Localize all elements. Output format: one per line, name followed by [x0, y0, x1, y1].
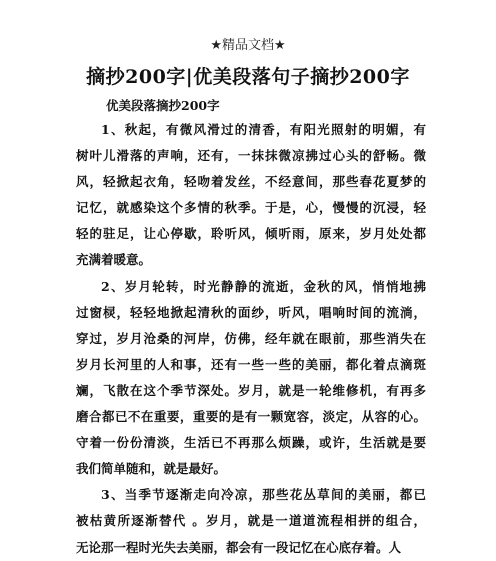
paragraph-line: 充满着暖意。: [76, 252, 152, 268]
paragraph-line: 斓，飞散在这个季节深处。岁月，就是一轮维修机，有再多: [76, 382, 426, 398]
document-banner: ★精品文档★: [210, 38, 286, 53]
paragraph-line: 2、岁月轮转，时光静静的流逝，金秋的风，悄悄地拂: [101, 278, 426, 294]
article-body: [76, 117, 426, 561]
paragraph-line: 树叶儿滑落的声响，还有，一抹抹微凉拂过心头的舒畅。微: [76, 148, 426, 164]
article-paragraph-3: [76, 482, 426, 560]
paragraph-line: 1、秋起，有微风滑过的清香，有阳光照射的明媚，有: [101, 122, 426, 137]
paragraph-line: 轻的驻足，让心停歇，聆听风，倾听雨，原来，岁月处处都: [76, 226, 426, 242]
paragraph-line: 岁月长河里的人和事，还有一些一些的美丽，都化着点滴斑: [76, 356, 426, 372]
paragraph-line: 过窗棂，轻轻地掀起清秋的面纱，听风，唱响时间的流淌，: [76, 304, 426, 320]
paragraph-line: 穿过，岁月沧桑的河岸，仿佛，经年就在眼前，那些消失在: [76, 330, 426, 346]
paragraph-line: 风，轻掀起衣角，轻吻着发丝，不经意间，那些春花夏梦的: [76, 174, 426, 190]
article-paragraph-2: [76, 274, 426, 483]
page-title: 摘抄200字|优美段落句子摘抄200字: [86, 66, 410, 88]
section-subtitle: 优美段落摘抄200字: [106, 98, 220, 113]
paragraph-line: 我们简单随和，就是最好。: [76, 461, 227, 477]
paragraph-line: 记忆，就感染这个多情的秋季。于是，心，慢慢的沉浸，轻: [76, 200, 426, 216]
paragraph-line: 3、当季节逐渐走向冷凉，那些花丛草间的美丽，都已: [101, 487, 426, 503]
paragraph-line: 守着一份份清淡，生活已不再那么烦躁，或许，生活就是要: [76, 435, 426, 451]
paragraph-line: 磨合都已不在重要，重要的是有一颗宽容，淡定，从容的心。: [76, 409, 426, 425]
paragraph-line: 无论那一程时光失去美丽，都会有一段记忆在心底存着。人: [76, 539, 402, 555]
article-paragraph-1: [76, 117, 426, 274]
paragraph-line: 被枯黄所逐渐替代 。岁月，就是一道道流程相拼的组合，: [76, 513, 426, 529]
